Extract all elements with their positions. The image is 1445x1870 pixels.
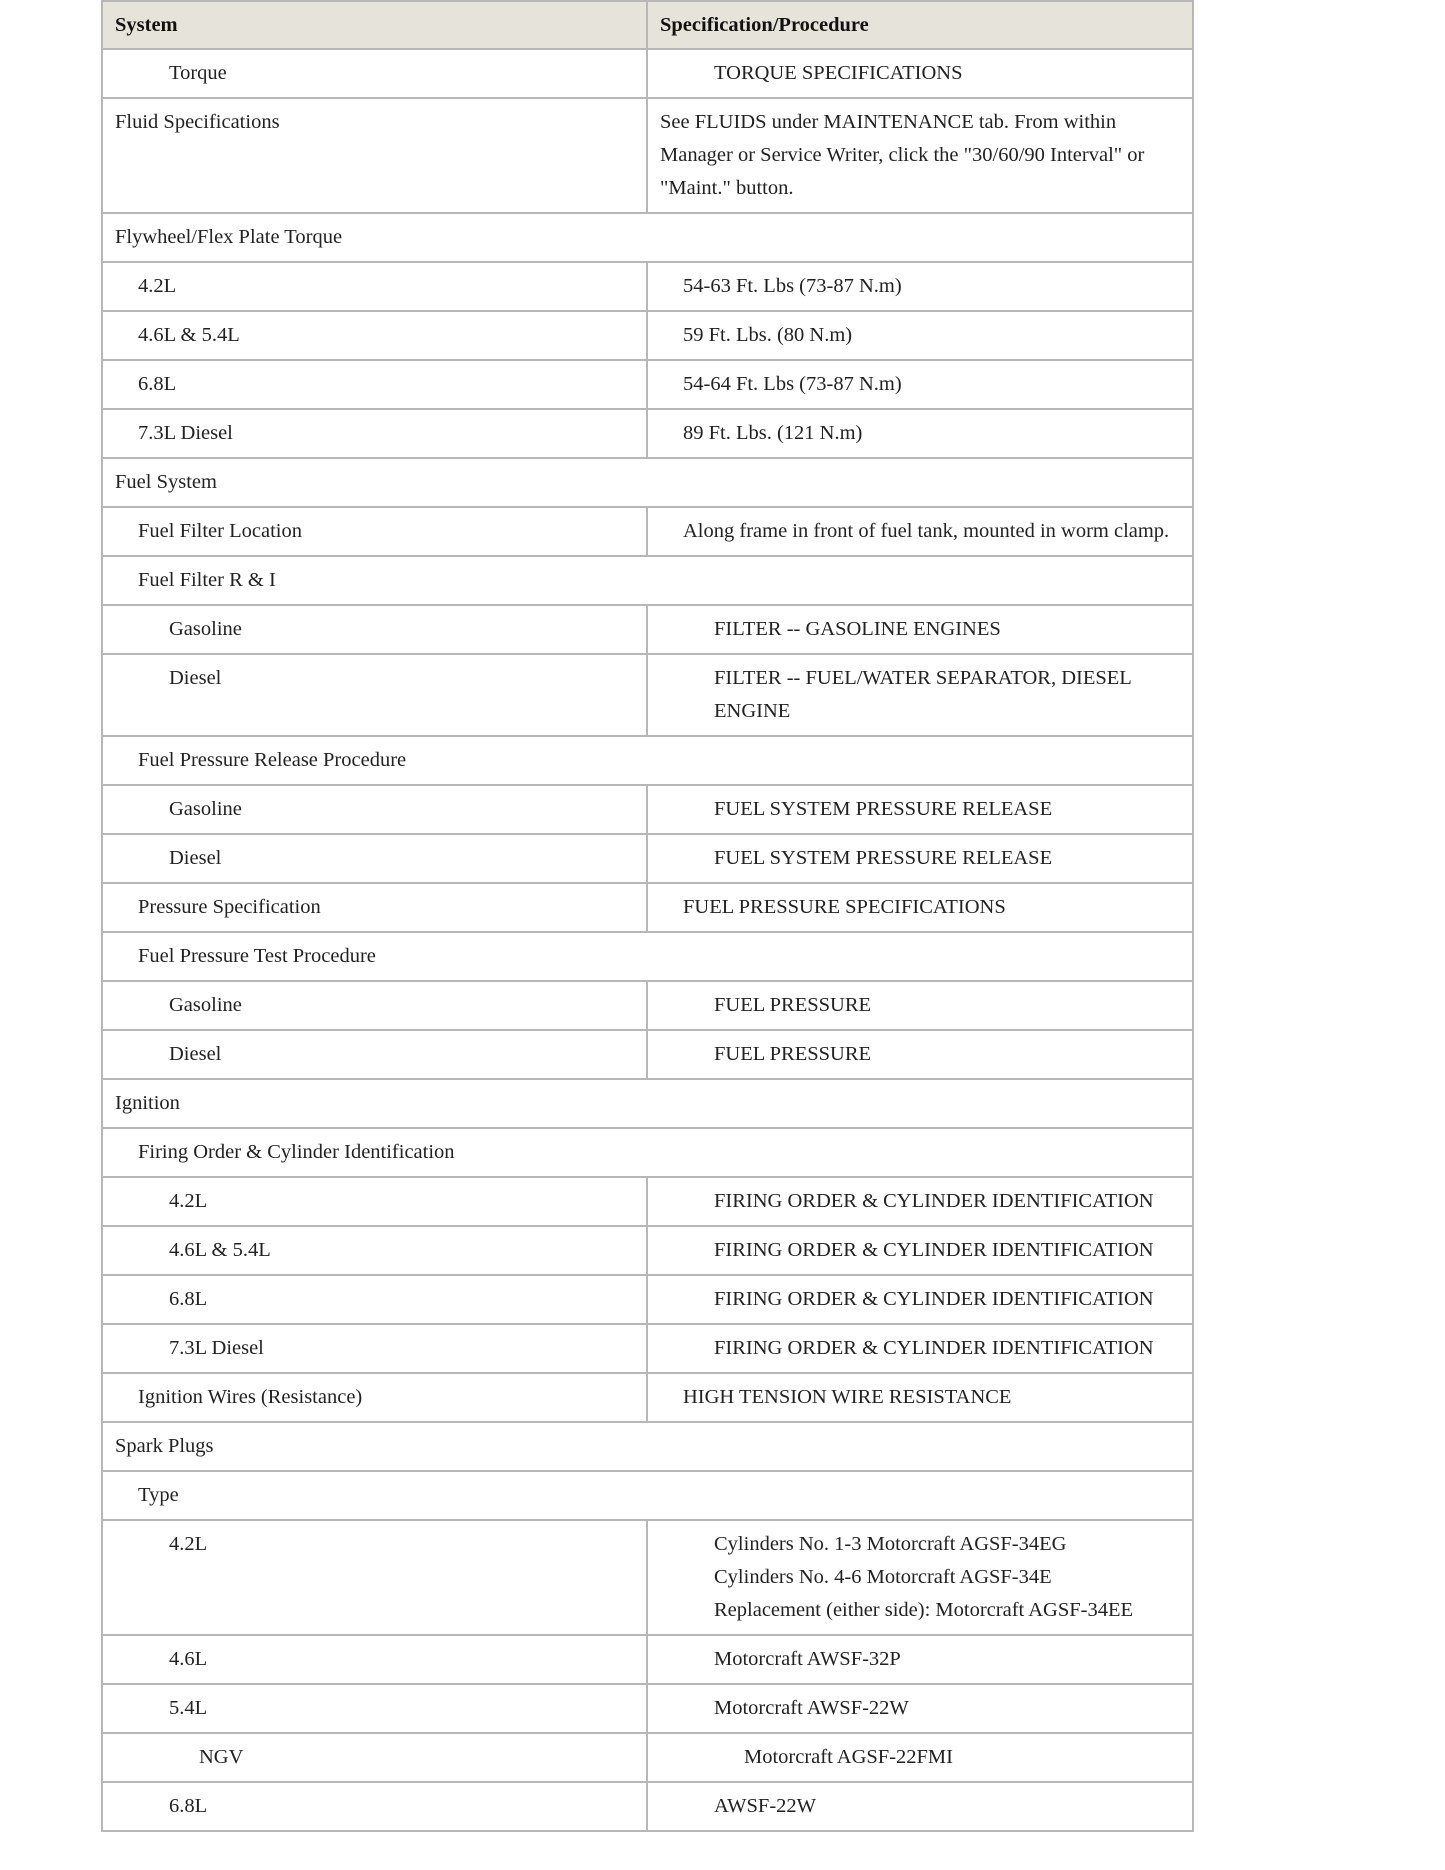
spec-cell: [647, 360, 1193, 409]
table-row: [102, 981, 1193, 1030]
system-cell: Diesel: [102, 654, 647, 736]
spec-cell: [647, 49, 1193, 98]
table-row: [102, 507, 1193, 556]
table-row: [102, 1635, 1193, 1684]
section-row: [102, 1128, 1193, 1177]
spec-line: FILTER -- FUEL/WATER SEPARATOR, DIESEL ENGINE: [714, 667, 1132, 722]
system-cell: 4.6L & 5.4L: [102, 311, 647, 360]
section-row: [102, 932, 1193, 981]
spec-cell: [647, 1177, 1193, 1226]
table-row: [102, 98, 1193, 213]
spec-cell: [647, 262, 1193, 311]
spec-line: FIRING ORDER & CYLINDER IDENTIFICATION: [714, 1190, 1154, 1212]
system-cell: 6.8L: [102, 360, 647, 409]
section-label: Fuel Pressure Release Procedure: [102, 736, 1193, 785]
section-label: Fuel Filter R & I: [102, 556, 1193, 605]
spec-cell: [647, 1324, 1193, 1373]
spec-line: 54-63 Ft. Lbs (73-87 N.m): [683, 275, 902, 297]
table-row: [102, 1373, 1193, 1422]
table-row: [102, 605, 1193, 654]
table-row: [102, 1030, 1193, 1079]
spec-cell: [647, 654, 1193, 736]
system-cell: Diesel: [102, 834, 647, 883]
system-cell: 4.6L & 5.4L: [102, 1226, 647, 1275]
system-cell: Pressure Specification: [102, 883, 647, 932]
section-row: [102, 1079, 1193, 1128]
section-row: [102, 736, 1193, 785]
system-cell: Ignition Wires (Resistance): [102, 1373, 647, 1422]
system-cell: 7.3L Diesel: [102, 1324, 647, 1373]
table-row: [102, 785, 1193, 834]
table-row: [102, 1733, 1193, 1782]
spec-cell: [647, 1733, 1193, 1782]
table-row: [102, 1177, 1193, 1226]
system-cell: 4.6L: [102, 1635, 647, 1684]
header-system: System: [102, 1, 647, 49]
spec-cell: [647, 98, 1193, 213]
spec-table: [101, 0, 1194, 1832]
table-row: [102, 262, 1193, 311]
system-cell: Fuel Filter Location: [102, 507, 647, 556]
spec-line: Replacement (either side): Motorcraft AGSF-34EE: [714, 1599, 1133, 1621]
spec-line: See FLUIDS under MAINTENANCE tab. From within Manager or Service Writer, click the "30/60/90 Interval" or "Maint." button.: [660, 111, 1145, 199]
section-row: [102, 213, 1193, 262]
spec-cell: [647, 834, 1193, 883]
spec-cell: [647, 1373, 1193, 1422]
table-row: [102, 409, 1193, 458]
section-label: Ignition: [102, 1079, 1193, 1128]
spec-line: TORQUE SPECIFICATIONS: [714, 62, 963, 84]
system-cell: 7.3L Diesel: [102, 409, 647, 458]
section-row: [102, 556, 1193, 605]
table-row: [102, 834, 1193, 883]
table-row: [102, 1520, 1193, 1635]
system-cell: 4.2L: [102, 1520, 647, 1635]
spec-line: FUEL PRESSURE: [714, 994, 872, 1016]
system-cell: Gasoline: [102, 981, 647, 1030]
table-row: [102, 654, 1193, 736]
spec-cell: [647, 1226, 1193, 1275]
section-label: Fuel Pressure Test Procedure: [102, 932, 1193, 981]
spec-line: 54-64 Ft. Lbs (73-87 N.m): [683, 373, 902, 395]
spec-line: FUEL SYSTEM PRESSURE RELEASE: [714, 798, 1053, 820]
system-cell: 5.4L: [102, 1684, 647, 1733]
table-row: [102, 1684, 1193, 1733]
table-row: [102, 1275, 1193, 1324]
table-body: [102, 49, 1193, 1831]
header-spec: Specification/Procedure: [647, 1, 1193, 49]
spec-line: FIRING ORDER & CYLINDER IDENTIFICATION: [714, 1288, 1154, 1310]
spec-cell: [647, 1684, 1193, 1733]
section-row: [102, 1422, 1193, 1471]
spec-line: 89 Ft. Lbs. (121 N.m): [683, 422, 863, 444]
spec-line: HIGH TENSION WIRE RESISTANCE: [683, 1386, 1012, 1408]
system-cell: NGV: [102, 1733, 647, 1782]
spec-line: Cylinders No. 4-6 Motorcraft AGSF-34E: [714, 1566, 1052, 1588]
section-label: Spark Plugs: [102, 1422, 1193, 1471]
table-row: [102, 1226, 1193, 1275]
spec-cell: [647, 1635, 1193, 1684]
spec-line: FILTER -- GASOLINE ENGINES: [714, 618, 1001, 640]
table-row: [102, 360, 1193, 409]
spec-cell: [647, 883, 1193, 932]
system-cell: Torque: [102, 49, 647, 98]
table-row: [102, 311, 1193, 360]
header-row: [102, 1, 1193, 49]
spec-line: Motorcraft AWSF-32P: [714, 1648, 901, 1670]
section-label: Firing Order & Cylinder Identification: [102, 1128, 1193, 1177]
table-row: [102, 1782, 1193, 1831]
spec-line: Motorcraft AGSF-22FMI: [744, 1746, 953, 1768]
spec-line: FIRING ORDER & CYLINDER IDENTIFICATION: [714, 1337, 1154, 1359]
spec-line: FUEL PRESSURE: [714, 1043, 872, 1065]
system-cell: Gasoline: [102, 785, 647, 834]
system-cell: 4.2L: [102, 1177, 647, 1226]
system-cell: 6.8L: [102, 1275, 647, 1324]
spec-line: AWSF-22W: [714, 1795, 816, 1817]
spec-cell: [647, 311, 1193, 360]
spec-line: Along frame in front of fuel tank, mounted in worm clamp.: [683, 520, 1170, 542]
section-label: Flywheel/Flex Plate Torque: [102, 213, 1193, 262]
table-row: [102, 883, 1193, 932]
spec-line: Cylinders No. 1-3 Motorcraft AGSF-34EG: [714, 1533, 1067, 1555]
spec-line: FUEL PRESSURE SPECIFICATIONS: [683, 896, 1006, 918]
section-label: Fuel System: [102, 458, 1193, 507]
table-row: [102, 49, 1193, 98]
section-label: Type: [102, 1471, 1193, 1520]
system-cell: 4.2L: [102, 262, 647, 311]
section-row: [102, 458, 1193, 507]
spec-line: FUEL SYSTEM PRESSURE RELEASE: [714, 847, 1053, 869]
table-row: [102, 1324, 1193, 1373]
spec-cell: [647, 981, 1193, 1030]
spec-cell: [647, 1520, 1193, 1635]
system-cell: Gasoline: [102, 605, 647, 654]
spec-cell: [647, 1782, 1193, 1831]
spec-line: 59 Ft. Lbs. (80 N.m): [683, 324, 853, 346]
spec-cell: [647, 507, 1193, 556]
system-cell: Fluid Specifications: [102, 98, 647, 213]
system-cell: Diesel: [102, 1030, 647, 1079]
spec-cell: [647, 409, 1193, 458]
spec-cell: [647, 605, 1193, 654]
spec-cell: [647, 785, 1193, 834]
spec-line: Motorcraft AWSF-22W: [714, 1697, 909, 1719]
spec-cell: [647, 1030, 1193, 1079]
spec-cell: [647, 1275, 1193, 1324]
spec-line: FIRING ORDER & CYLINDER IDENTIFICATION: [714, 1239, 1154, 1261]
section-row: [102, 1471, 1193, 1520]
system-cell: 6.8L: [102, 1782, 647, 1831]
